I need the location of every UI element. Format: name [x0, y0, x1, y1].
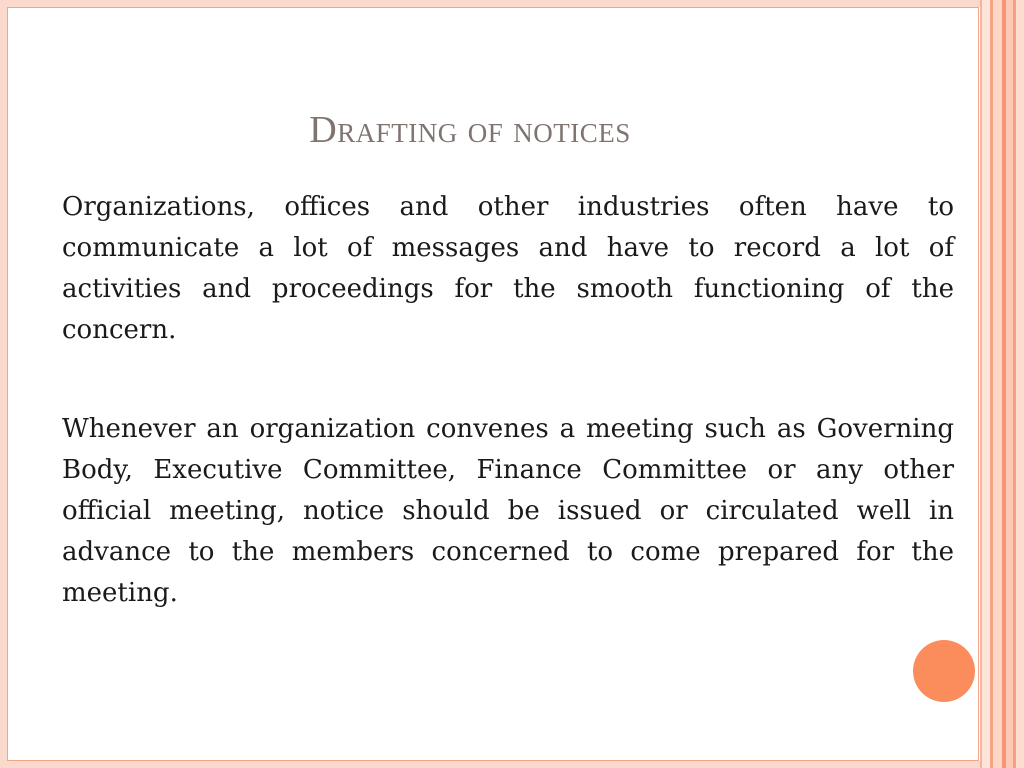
decorative-circle	[913, 640, 975, 702]
stripe	[993, 0, 1002, 768]
body-paragraph: Organizations, offices and other industries often have to communicate a lot of messages and have to record a lot of activities and proceedings for the smooth functioning of the concern.	[62, 192, 954, 345]
stripe	[1002, 0, 1006, 768]
body-paragraph: Whenever an organization convenes a meeting such as Governing Body, Executive Committee, Finance Committee or any other official meeting, notice should be issued or circulated well in advance to the members concerned to come prepared for the meeting.	[62, 414, 954, 608]
stripe	[1006, 0, 1013, 768]
slide-title: Drafting of notices	[309, 109, 631, 151]
stripe	[990, 0, 993, 768]
stripe	[1013, 0, 1016, 768]
stripe	[980, 0, 982, 768]
stripe	[1016, 0, 1024, 768]
stripe	[982, 0, 990, 768]
decorative-stripes	[980, 0, 1024, 768]
